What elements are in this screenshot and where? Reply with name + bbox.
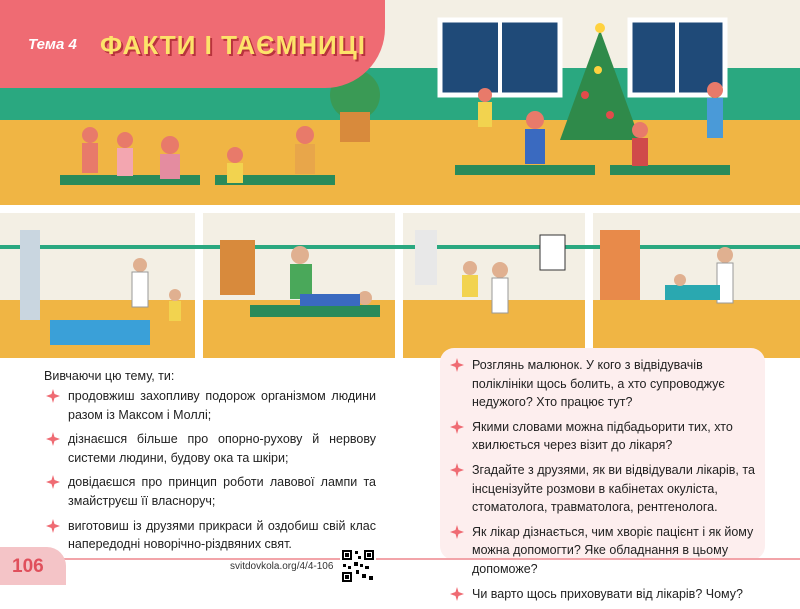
questions-list (450, 356, 762, 609)
question-text: Як лікар дізнається, чим хворіє пацієнт і як йому можна допомогти? Яке обладнання в цьому допоможе? (472, 524, 754, 576)
question-item (450, 585, 762, 604)
list-item (46, 430, 376, 467)
star-bullet-icon (450, 358, 464, 372)
intro-text: Вивчаючи цю тему, ти: (44, 369, 175, 383)
list-item (46, 473, 376, 510)
star-bullet-icon (450, 463, 464, 477)
list-item-text: продовжиш захопливу подорож організмом людини разом із Максом і Моллі; (68, 389, 376, 422)
star-bullet-icon (46, 475, 60, 489)
topic-label: Тема 4 (28, 36, 77, 53)
question-text: Чи варто щось приховувати від лікарів? Чому? (472, 586, 743, 601)
page-number-tab (0, 547, 66, 585)
list-item (46, 387, 376, 424)
star-bullet-icon (46, 389, 60, 403)
star-bullet-icon (46, 432, 60, 446)
list-item (46, 517, 376, 554)
question-item (450, 461, 762, 517)
question-item (450, 418, 762, 455)
qr-code-icon[interactable] (340, 548, 376, 584)
list-item-text: виготовиш із друзями прикраси й оздобиш свій клас напередодні новорічно-різдвяних свят. (68, 518, 376, 552)
star-bullet-icon (450, 525, 464, 539)
list-item-text: довідаєшся про принцип роботи лавової лампи та змайструєш її власноруч; (68, 475, 376, 508)
question-text: Якими словами можна підбадьорити тих, хто хвилюється через візит до лікаря? (472, 419, 733, 453)
qr-code-graphic (340, 548, 376, 584)
question-text: Згадайте з друзями, як ви відвідували лікарів, та інсценізуйте розмови в кабінетах окуліста, стоматолога, травматолога, рентгенолога. (472, 462, 755, 515)
footer-divider (0, 558, 800, 560)
star-bullet-icon (450, 587, 464, 601)
learning-goals-list (46, 387, 376, 560)
question-item (450, 356, 762, 412)
resource-link[interactable]: svitdovkola.org/4/4-106 (230, 561, 334, 572)
star-bullet-icon (46, 519, 60, 533)
page-number: 106 (12, 556, 44, 577)
star-bullet-icon (450, 420, 464, 434)
list-item-text: дізнаєшся більше про опорно-рухову й нервову системи людини, будову ока та шкіри; (68, 432, 376, 465)
topic-header (0, 0, 385, 88)
question-item (450, 523, 762, 579)
question-text: Розглянь малюнок. У кого з відвідувачів поліклініки щось болить, а хто супроводжує недужого? Хто працює тут? (472, 358, 725, 410)
page-title: ФАКТИ І ТАЄМНИЦІ (100, 30, 366, 60)
